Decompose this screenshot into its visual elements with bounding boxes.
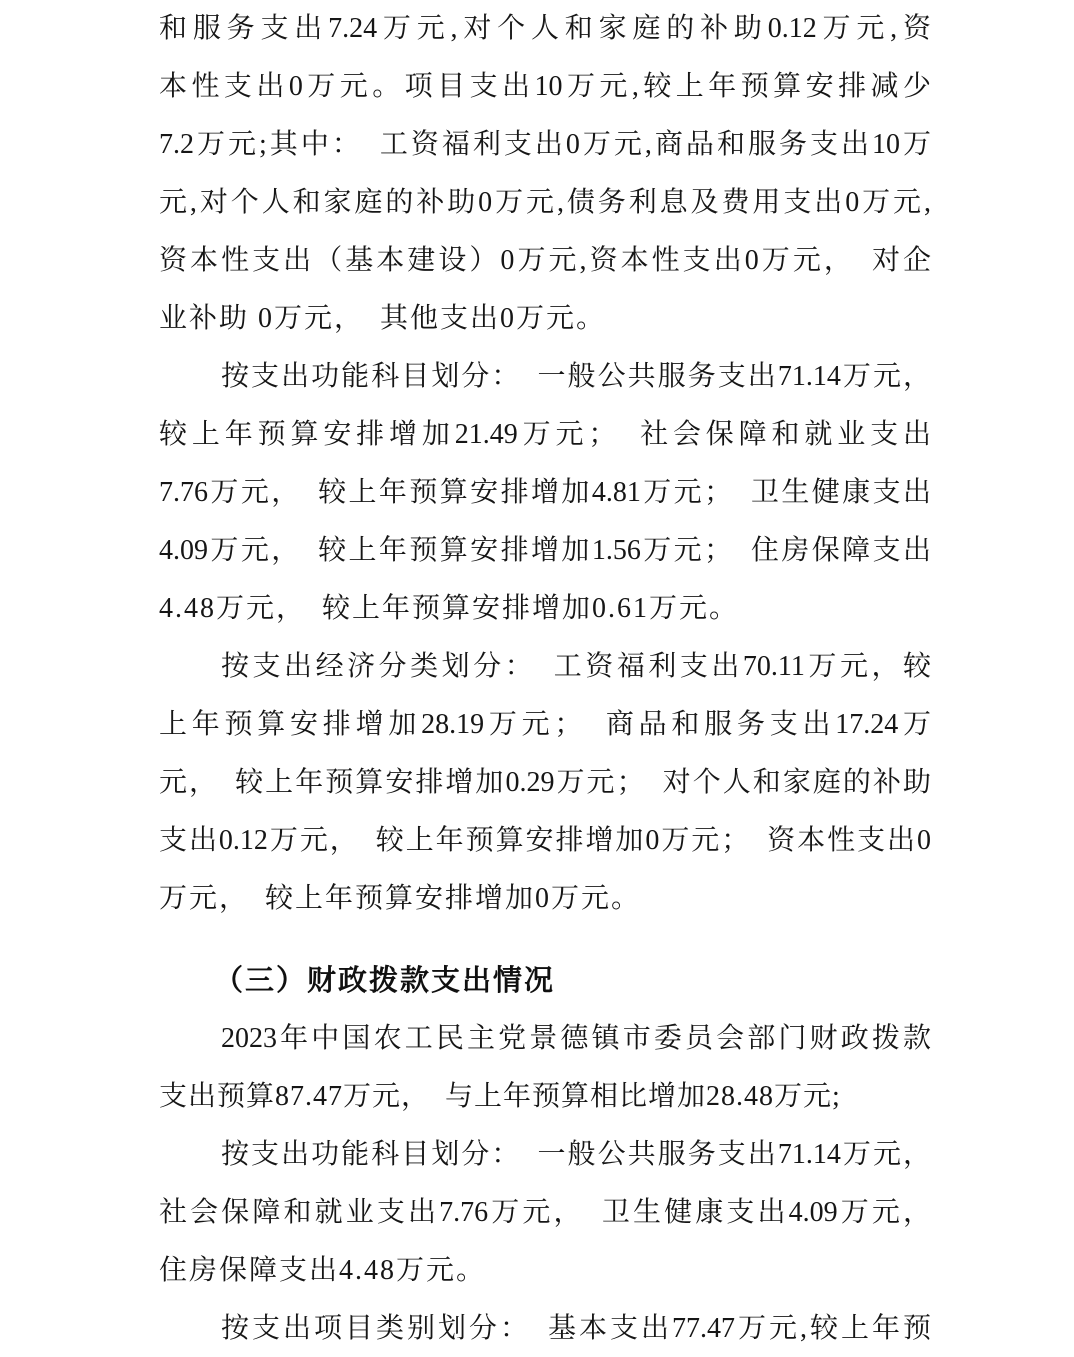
- document-line: 按支出项目类别划分： 基本支出77.47万元,较上年预: [221, 1313, 931, 1344]
- document-line: 上年预算安排增加28.19万元； 商品和服务支出17.24万: [159, 709, 931, 740]
- document-line: 和服务支出7.24万元,对个人和家庭的补助0.12万元,资: [159, 13, 931, 44]
- document-line: 按支出经济分类划分： 工资福利支出70.11万元，较: [221, 651, 931, 682]
- section3-paragraph-intro: [159, 1010, 931, 1126]
- document-line: 按支出功能科目划分： 一般公共服务支出71.14万元，: [221, 1139, 931, 1170]
- document-line: 社会保障和就业支出7.76万元， 卫生健康支出4.09万元，: [159, 1197, 931, 1228]
- paragraph-by-function: [159, 348, 931, 638]
- document-line: 2023年中国农工民主党景德镇市委员会部门财政拨款: [221, 1023, 931, 1054]
- document-line: 7.2万元;其中： 工资福利支出0万元,商品和服务支出10万: [159, 129, 931, 160]
- section3-paragraph-by-project-category: [159, 1300, 931, 1357]
- document-line: 按支出功能科目划分： 一般公共服务支出71.14万元，: [221, 361, 931, 392]
- document-line: 4.48万元， 较上年预算安排增加0.61万元。: [159, 593, 740, 624]
- document-line: 本性支出0万元。项目支出10万元,较上年预算安排减少: [159, 71, 931, 102]
- document-line: 元， 较上年预算安排增加0.29万元； 对个人和家庭的补助: [159, 767, 931, 798]
- document-line: 支出预算87.47万元， 与上年预算相比增加28.48万元;: [159, 1081, 841, 1112]
- document-line: 万元， 较上年预算安排增加0万元。: [159, 883, 642, 914]
- document-text-block: [159, 0, 931, 1357]
- document-line: 元,对个人和家庭的补助0万元,债务利息及费用支出0万元,: [159, 187, 931, 218]
- document-line: 7.76万元， 较上年预算安排增加4.81万元； 卫生健康支出: [159, 477, 931, 508]
- paragraph-by-economic-class: [159, 638, 931, 928]
- section-heading: （三）财政拨款支出情况: [214, 965, 556, 997]
- document-line: 4.09万元， 较上年预算安排增加1.56万元； 住房保障支出: [159, 535, 931, 566]
- document-line: 资本性支出（基本建设）0万元,资本性支出0万元， 对企: [159, 245, 931, 276]
- document-line: 业补助 0万元， 其他支出0万元。: [159, 303, 607, 334]
- paragraph-expenditure-breakdown: [159, 0, 931, 348]
- section3-paragraph-by-function: [159, 1126, 931, 1300]
- document-line: 较上年预算安排增加21.49万元； 社会保障和就业支出: [159, 419, 931, 450]
- document-line: 支出0.12万元， 较上年预算安排增加0万元； 资本性支出0: [159, 825, 931, 856]
- document-line: 住房保障支出4.48万元。: [159, 1255, 487, 1286]
